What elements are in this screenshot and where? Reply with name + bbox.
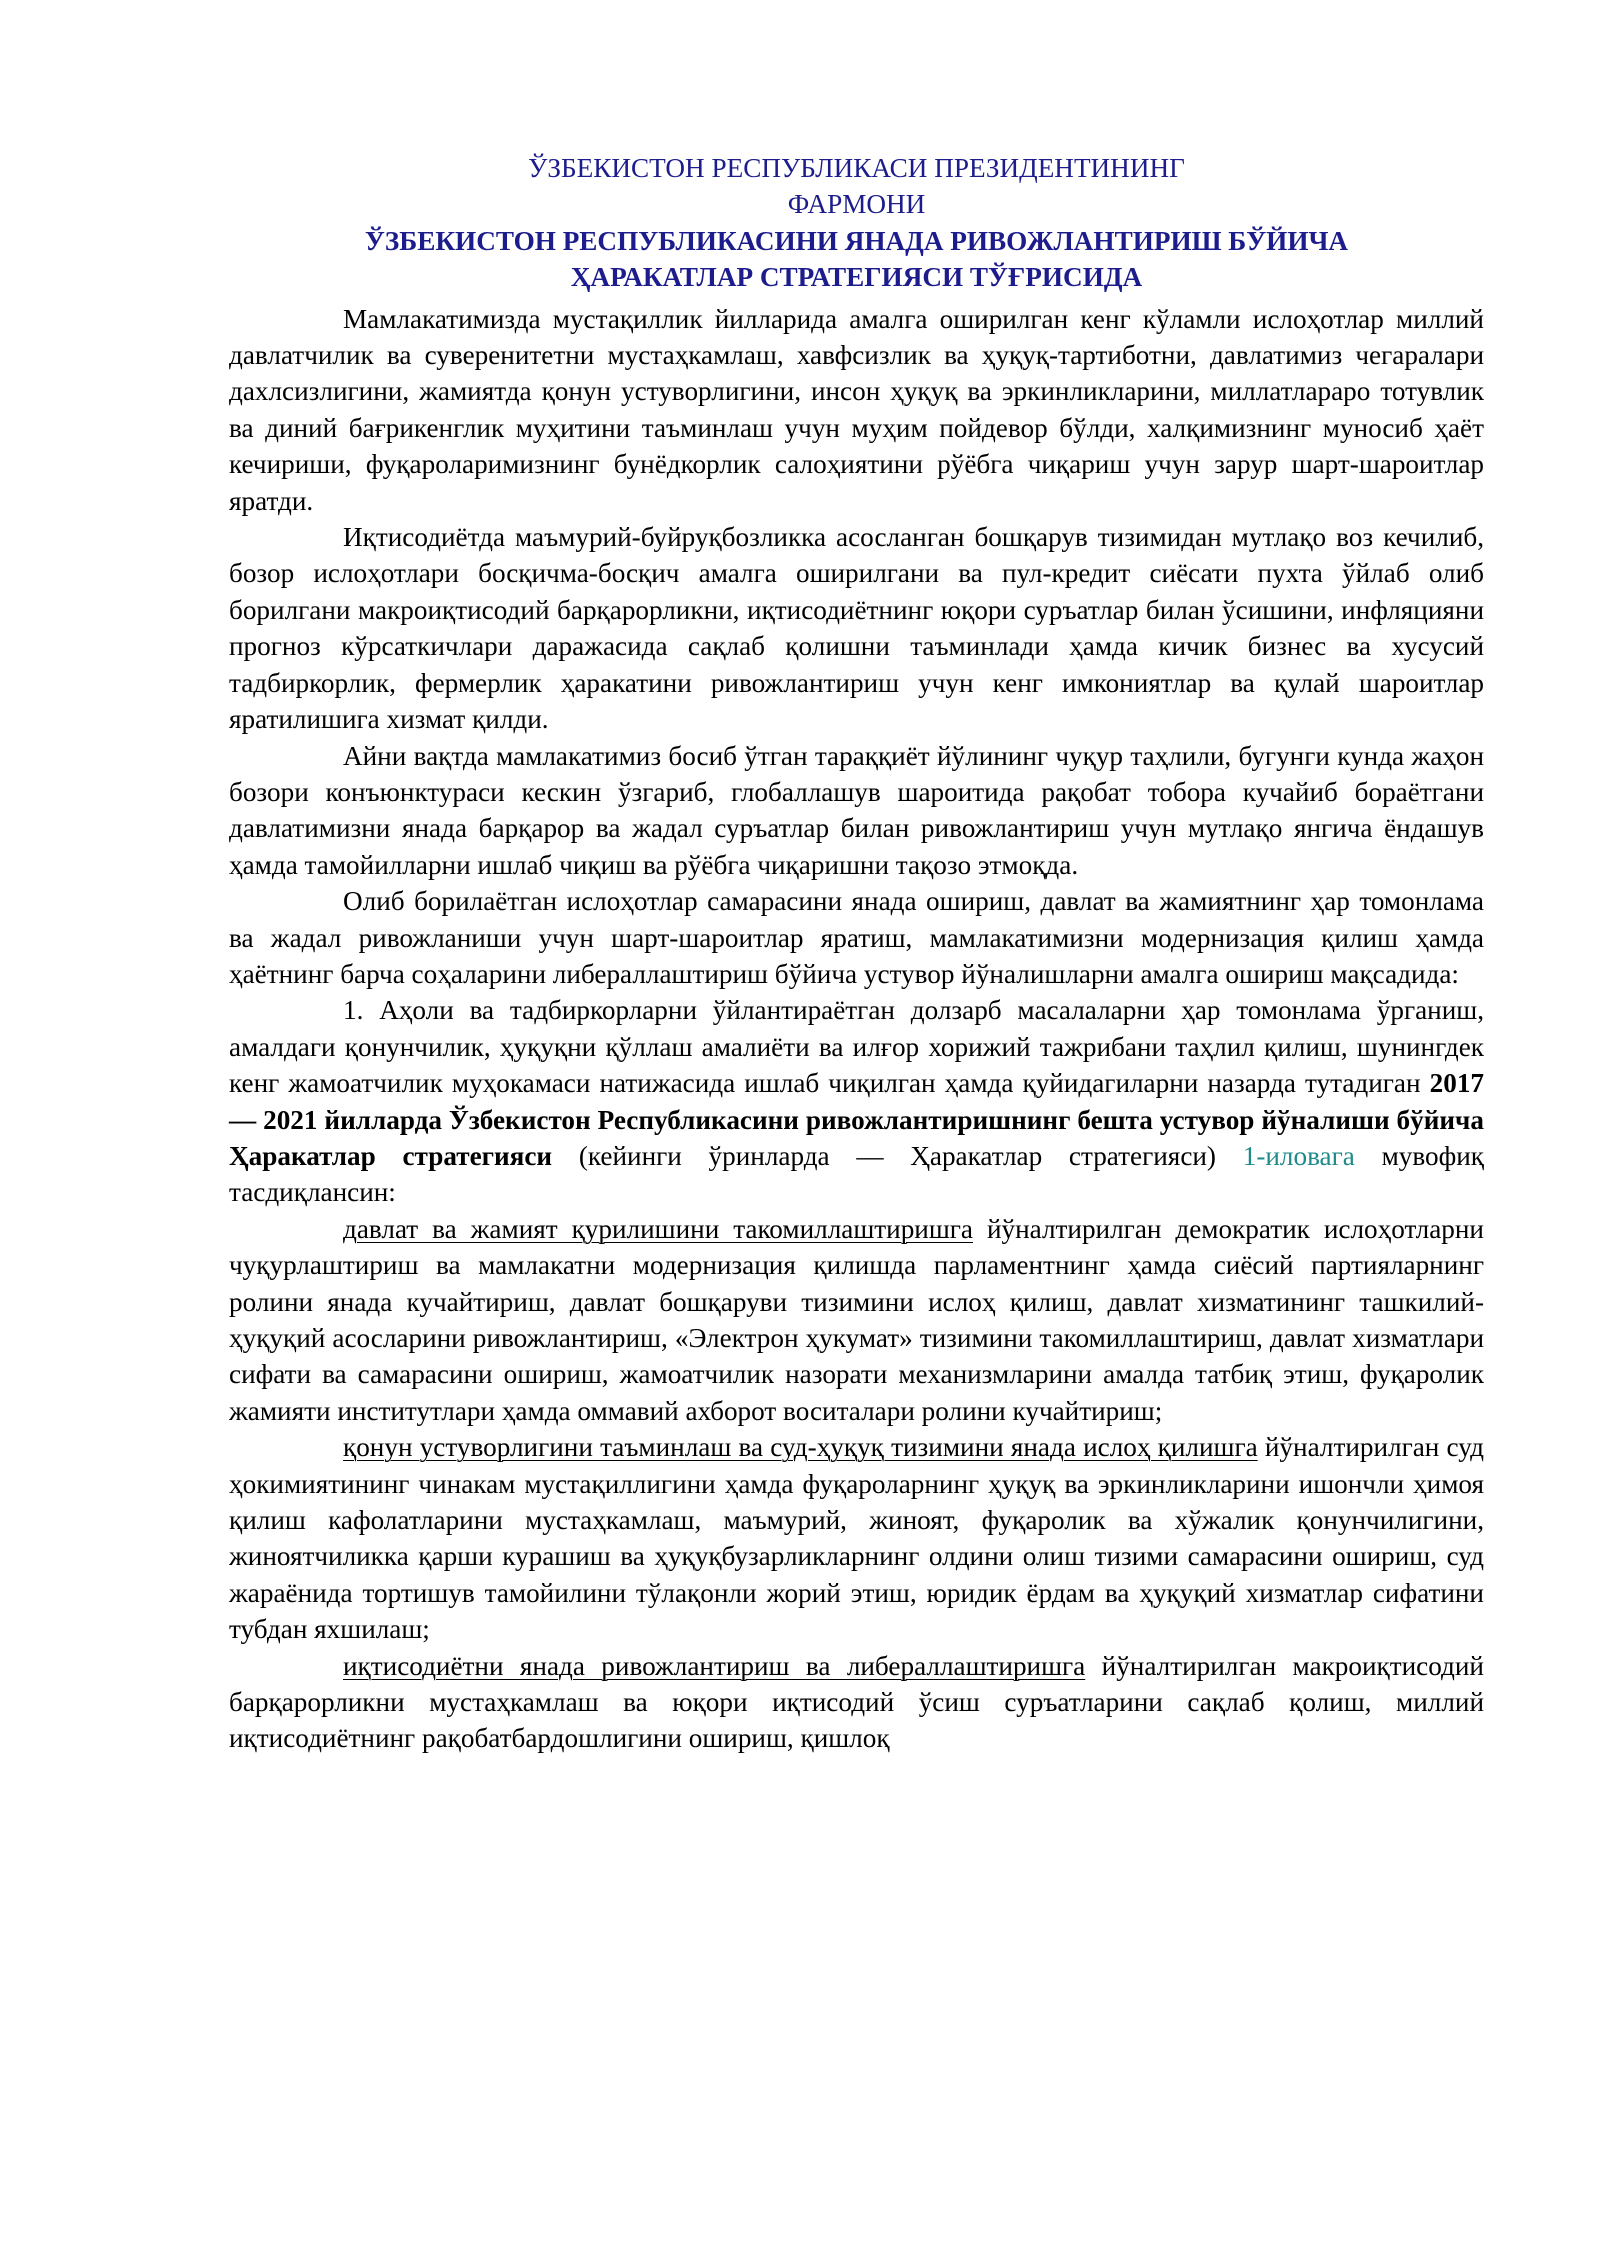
direction-3-text: йўналтирилган макроиқтисодий барқарорликни мустаҳкамлаш ва юқори иқтисодий ўсиш суръатларини сақлаб қолиш, миллий иқтисодиётнинг рақобатбардошлигини ошириш, қишлоқ (229, 1650, 1484, 1754)
paragraph-7-direction-2 (229, 1429, 1484, 1647)
item-1-text-intro: 1. Аҳоли ва тадбиркорларни ўйлантираётган долзарб масалаларни ҳар томонлама ўрганиш, амалдаги қонунчилик, ҳуқуқни қўллаш амалиёти ва илғор хорижий тажрибани таҳлил қилиш, шунингдек кенг жамоатчилик муҳокамаси натижасида ишлаб чиқилган ҳамда қуйидагиларни назарда тутадиган (229, 995, 1484, 1099)
paragraph-2: Иқтисодиётда маъмурий-буйруқбозликка асосланган бошқарув тизимидан мутлақо воз кечилиб, бозор ислоҳотлари босқичма-босқич амалга оширилгани ва пул-кредит сиёсати пухта ўйлаб олиб борилгани макроиқтисодий барқарорликни, иқтисодиётнинг юқори суръатлар билан ўсишини, инфляцияни прогноз кўрсаткичлари даражасида сақлаб қолишни таъминлади ҳамда кичик бизнес ва хусусий тадбиркорлик, фермерлик ҳаракатини ривожлантириш учун кенг имкониятлар ва қулай шароитлар яратилишига хизмат қилди. (229, 522, 1484, 735)
decree-type-title: ФАРМОНИ (787, 189, 926, 220)
direction-1-text: йўналтирилган демократик ислоҳотларни чуқурлаштириш ва мамлакатни модернизация қилишда парламентнинг ҳамда сиёсий партияларнинг ролини янада кучайтириш, давлат бошқаруви тизимини ислоҳ қилиш, давлат хизматининг ташкилий-ҳуқуқий асосларини ривожлантириш, «Электрон ҳукумат» тизимини такомиллаштириш, давлат хизматлари сифати ва самарасини ошириш, жамоатчилик назорати механизмларини амалда татбиқ этиш, фуқаролик жамияти институтлари ҳамда оммавий ахборот воситалари ролини кучайтириш; (229, 1213, 1484, 1426)
decree-subject-title-line1: ЎЗБЕКИСТОН РЕСПУБЛИКАСИНИ ЯНАДА РИВОЖЛАНТИРИШ БЎЙИЧА (364, 225, 1349, 256)
decree-authority-title: ЎЗБЕКИСТОН РЕСПУБЛИКАСИ ПРЕЗИДЕНТИНИНГ (528, 153, 1185, 183)
direction-3-heading: иқтисодиётни янада ривожлантириш ва либераллаштиришга (343, 1650, 1086, 1681)
direction-1-heading: давлат ва жамият қурилишини такомиллаштиришга (343, 1213, 973, 1244)
paragraph-5-item-1 (229, 992, 1484, 1210)
paragraph-8-direction-3 (229, 1648, 1484, 1757)
direction-2-heading: қонун устуворлигини таъминлаш ва суд-ҳуқуқ тизимини янада ислоҳ қилишга (343, 1432, 1258, 1463)
paragraph-4: Олиб борилаётган ислоҳотлар самарасини янада ошириш, давлат ва жамиятнинг ҳар томонлама ва жадал ривожланиши учун шарт-шароитлар яратиш, мамлакатимизни модернизация қилиш ҳамда ҳаётнинг барча соҳаларини либераллаштириш бўйича устувор йўналишларни амалга ошириш мақсадида: (229, 886, 1484, 989)
paragraph-6-direction-1 (229, 1211, 1484, 1429)
strategy-title-bold: 2017 — 2021 йилларда Ўзбекистон Республикасини ривожлантиришнинг бешта устувор йўналиши бўйича Ҳаракатлар стратегияси (229, 1068, 1484, 1171)
document-page (229, 150, 1484, 1757)
paragraph-3: Айни вақтда мамлакатимиз босиб ўтган тараққиёт йўлининг чуқур таҳлили, бугунги кунда жаҳон бозори конъюнктураси кескин ўзгариб, глобаллашув шароитида рақобат тобора кучайиб бораётгани давлатимизни янада барқарор ва жадал суръатлар билан ривожлантириш учун мутлақо янгича ёндашув ҳамда тамойилларни ишлаб чиқиш ва рўёбга чиқаришни тақозо этмоқда. (229, 740, 1484, 880)
item-1-text-middle: (кейинги ўринларда — Ҳаракатлар стратегияси) (552, 1140, 1243, 1171)
annex-1-link[interactable]: 1-иловага (1242, 1140, 1355, 1171)
item-1-text-end: мувофиқ тасдиқлансин: (229, 1140, 1484, 1208)
decree-subject-title-line2: ҲАРАКАТЛАР СТРАТЕГИЯСИ ТЎҒРИСИДА (570, 262, 1143, 293)
paragraph-1: Мамлакатимизда мустақиллик йилларида амалга оширилган кенг кўламли ислоҳотлар миллий давлатчилик ва суверенитетни мустаҳкамлаш, хавфсизлик ва ҳуқуқ-тартиботни, давлатимиз чегаралари дахлсизлигини, жамиятда қонун устуворлигини, инсон ҳуқуқ ва эркинликларини, миллатлараро тотувлик ва диний бағрикенглик муҳитини таъминлаш учун муҳим пойдевор бўлди, халқимизнинг муносиб ҳаёт кечириши, фуқароларимизнинг бунёдкорлик салоҳиятини рўёбга чиқариш учун зарур шарт-шароитлар яратди. (229, 303, 1484, 516)
direction-2-text: йўналтирилган суд ҳокимиятининг чинакам мустақиллигини ҳамда фуқароларнинг ҳуқуқ ва эркинликларини ишончли ҳимоя қилиш кафолатларини мустаҳкамлаш, маъмурий, жиноят, фуқаролик ва хўжалик қонунчилигини, жиноятчиликка қарши курашиш ва ҳуқуқбузарликларнинг олдини олиш тизими самарасини ошириш, суд жараёнида тортишув тамойилини тўлақонли жорий этиш, юридик ёрдам ва ҳуқуқий хизматлар сифатини тубдан яхшилаш; (229, 1432, 1484, 1645)
